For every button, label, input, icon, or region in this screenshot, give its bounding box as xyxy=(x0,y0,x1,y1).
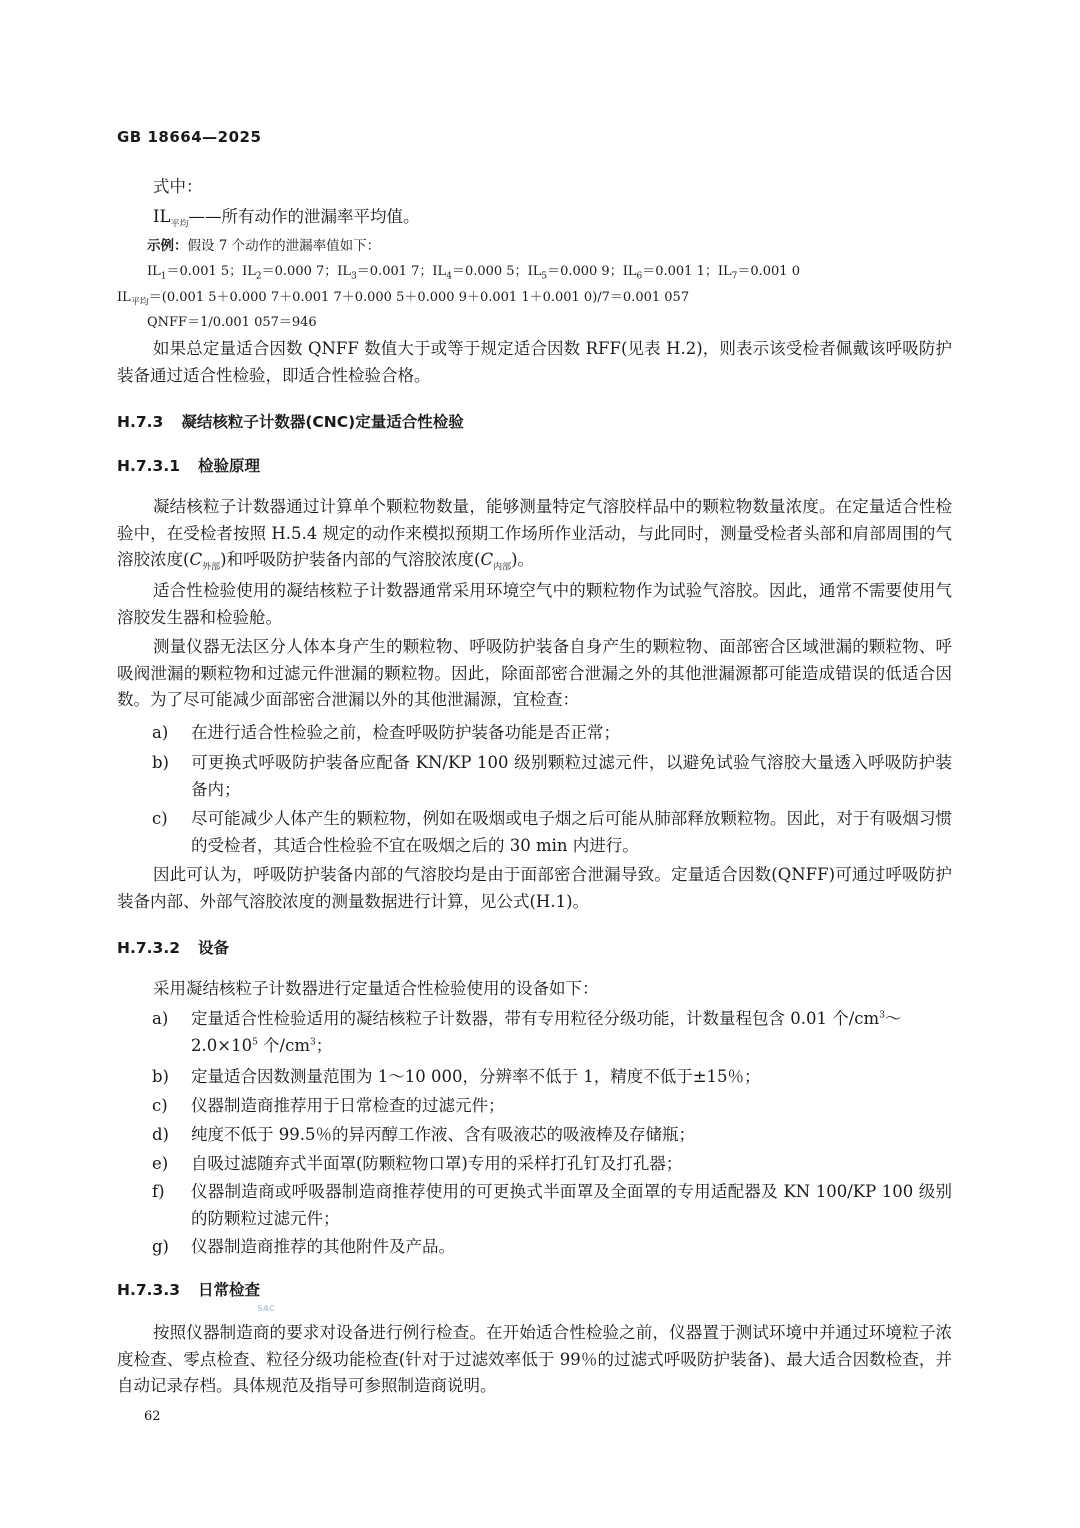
example-qnff-calculation: QNFF＝1/0.001 057＝946 xyxy=(147,315,317,330)
il-symbol: IL xyxy=(527,264,542,279)
il-index: 1 xyxy=(160,271,167,282)
il-index: 2 xyxy=(255,271,262,282)
il-value: ＝0.001 5； xyxy=(166,264,243,279)
il-symbol: IL xyxy=(432,264,447,279)
equipment-item-c: c) 仪器制造商推荐用于日常检查的过滤元件； xyxy=(152,1096,505,1115)
principle-paragraph-3: 测量仪器无法区分人体本身产生的颗粒物、呼吸防护装备自身产生的颗粒物、面部密合区域泄漏的颗粒物、呼吸阀泄漏的颗粒物和过滤元件泄漏的颗粒物。因此，除面部密合泄漏之外的其他泄漏源都可能造成错误的低适合因数。为了尽可能减少面部密合泄漏以外的其他泄漏源，宜检查： xyxy=(117,637,952,709)
il-value: ＝0.001 7； xyxy=(356,264,433,279)
section-h73-heading: H.7.3 凝结核粒子计数器(CNC)定量适合性检验 xyxy=(117,413,464,431)
equipment-item-a: a) 定量适合性检验适用的凝结核粒子计数器，带有专用粒径分级功能，计数量程包含 0.01 个$/cm^3\sim$ $2.0\times 10^5$ 个$/cm^3$； xyxy=(152,1009,902,1055)
equipment-item-e: e) 自吸过滤随弃式半面罩(防颗粒物口罩)专用的采样打孔钉及打孔器； xyxy=(152,1154,683,1173)
il-index: 3 xyxy=(351,271,357,282)
check-item-b: b) 可更换式呼吸防护装备应配备 KN/KP 100 级别颗粒过滤元件，以避免试验气溶胶大量透入呼吸防护装备内； xyxy=(152,753,952,799)
il-value: ＝0.001 0 xyxy=(737,264,800,279)
il-symbol: IL xyxy=(242,264,256,279)
principle-paragraph-1: 凝结核粒子计数器通过计算单个颗粒物数量，能够测量特定气溶胶样品中的颗粒物数量浓度。在定量适合性检验中，在受检者按照 H.5.4 规定的动作来模拟预期工作场所作业活动，与此同时，测量受检者头部和肩部周围的气溶胶浓度$(C_{外部})$和呼吸防护装备内部的气溶胶浓度$(C_{内部})$。 xyxy=(117,497,952,573)
il-value: ＝0.000 9； xyxy=(547,264,623,279)
il-symbol: IL xyxy=(622,264,637,279)
il-index: 6 xyxy=(636,271,643,282)
example-intro: 示例：假设 7 个动作的泄漏率值如下： xyxy=(147,238,381,254)
principle-paragraph-4: 因此可认为，呼吸防护装备内部的气溶胶均是由于面部密合泄漏导致。定量适合因数(QNFF)可通过呼吸防护装备内部、外部气溶胶浓度的测量数据进行计算，见公式(H.1)。 xyxy=(117,865,952,911)
standard-number: GB 18664—2025 xyxy=(117,128,262,146)
il-index: 7 xyxy=(731,271,738,282)
equipment-item-b: b) 定量适合因数测量范围为 1～10 000，分辨率不低于 1，精度不低于±15％； xyxy=(152,1067,761,1086)
section-h733-heading: H.7.3.3 日常检查 xyxy=(117,1281,261,1299)
il-value: ＝0.001 1； xyxy=(642,264,718,279)
equipment-item-g: g) 仪器制造商推荐的其他附件及产品。 xyxy=(152,1237,455,1256)
example-label: 示例： xyxy=(147,238,188,254)
il-symbol: IL xyxy=(147,264,161,279)
il-value: ＝0.000 7； xyxy=(261,264,338,279)
section-h731-heading: H.7.3.1 检验原理 xyxy=(117,457,261,475)
example-leakage-values xyxy=(147,261,800,283)
il-symbol: IL xyxy=(717,264,732,279)
il-average-definition: $IL_{平均}——$所有动作的泄漏率平均值。 xyxy=(153,207,420,230)
equipment-item-d: d) 纯度不低于 99.5％的异丙醇工作液、含有吸液芯的吸液棒及存储瓶； xyxy=(152,1125,695,1144)
page-number: 62 xyxy=(144,1409,161,1424)
il-index: 4 xyxy=(446,271,452,282)
where-label: 式中： xyxy=(153,177,203,196)
il-value: ＝0.000 5； xyxy=(451,264,528,279)
routine-check-paragraph: 按照仪器制造商的要求对设备进行例行检查。在开始适合性检验之前，仪器置于测试环境中并通过环境粒子浓度检查、零点检查、粒径分级功能检查(针对于过滤效率低于 99％的过滤式呼吸防护装备)、最大适合因数检查，并自动记录存档。具体规范及指导可参照制造商说明。 xyxy=(117,1323,952,1395)
check-item-c: c) 尽可能减少人体产生的颗粒物，例如在吸烟或电子烟之后可能从肺部释放颗粒物。因此，对于有吸烟习惯的受检者，其适合性检验不宜在吸烟之后的 30 min 内进行。 xyxy=(152,809,952,855)
pass-criterion-paragraph: 如果总定量适合因数 QNFF 数值大于或等于规定适合因数 RFF(见表 H.2)，则表示该受检者佩戴该呼吸防护装备通过适合性检验，即适合性检验合格。 xyxy=(117,339,952,385)
equipment-item-f: f) 仪器制造商或呼吸器制造商推荐使用的可更换式半面罩及全面罩的专用适配器及 KN 100/KP 100 级别的防颗粒过滤元件； xyxy=(152,1182,952,1228)
sac-watermark-logo: SAC xyxy=(257,1304,275,1313)
check-item-a: a) 在进行适合性检验之前，检查呼吸防护装备功能是否正常； xyxy=(152,723,620,742)
il-index: 5 xyxy=(541,271,548,282)
example-average-calculation: $IL_{平均}=(0.001$ 5＋0.000 7＋0.001 7＋0.000 5＋0.000 9＋0.001 1＋0.001 0)/7＝0.001 057 xyxy=(117,290,690,308)
equipment-intro: 采用凝结核粒子计数器进行定量适合性检验使用的设备如下： xyxy=(153,979,599,998)
principle-paragraph-2: 适合性检验使用的凝结核粒子计数器通常采用环境空气中的颗粒物作为试验气溶胶。因此，通常不需要使用气溶胶发生器和检验舱。 xyxy=(117,581,952,627)
section-h732-heading: H.7.3.2 设备 xyxy=(117,939,230,957)
il-symbol: IL xyxy=(337,264,352,279)
